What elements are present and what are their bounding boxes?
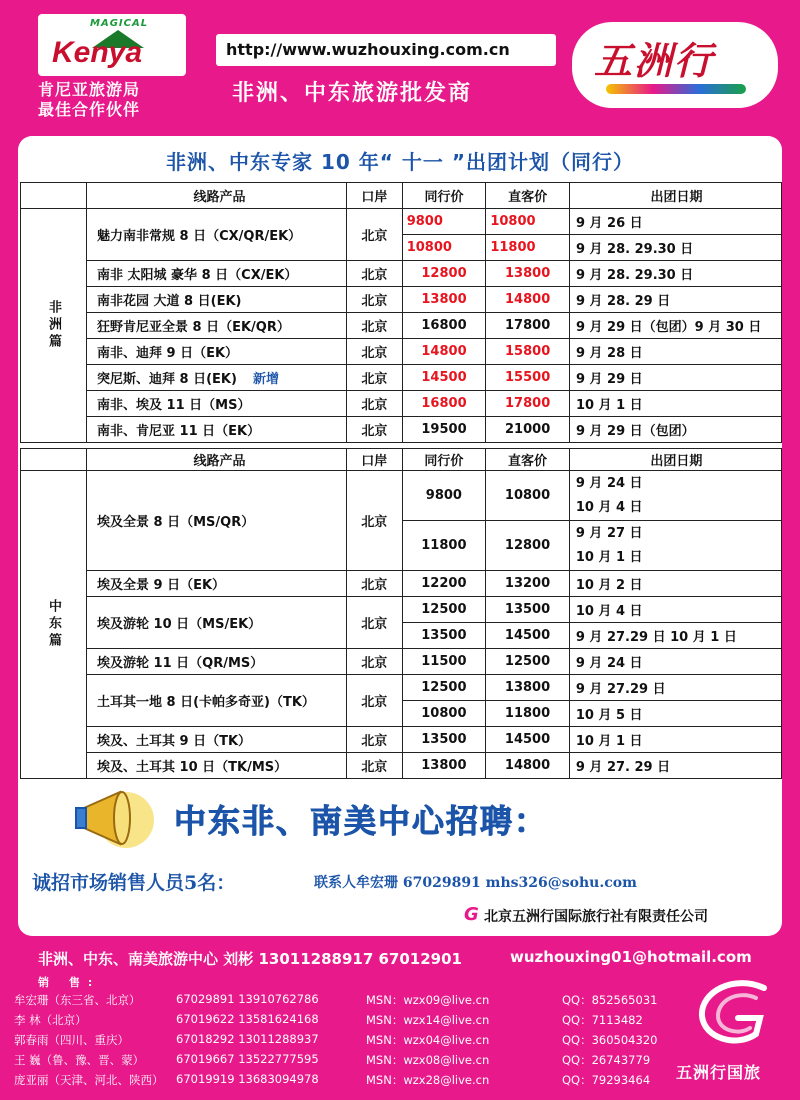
date-cell: 9 月 28. 29.30 日 bbox=[569, 235, 781, 261]
port-cell: 北京 bbox=[347, 365, 403, 391]
route-cell: 狂野肯尼亚全景 8 日（EK/QR） bbox=[87, 313, 347, 339]
side-header-cell bbox=[21, 183, 87, 209]
date-cell: 9 月 24 日 bbox=[569, 649, 781, 675]
staff-qq: QQ：852565031 bbox=[562, 993, 658, 1007]
port-cell: 北京 bbox=[347, 313, 403, 339]
date-cell: 10 月 1 日 bbox=[569, 727, 781, 753]
footer-contact: 非洲、中东、南美旅游中心 刘彬 13011288917 67012901 bbox=[38, 950, 462, 968]
header-peer-price: 同行价 bbox=[402, 183, 486, 209]
wuzhouxing-g-logo-icon bbox=[694, 978, 774, 1048]
staff-name: 王 巍（鲁、豫、晋、蒙） bbox=[14, 1053, 145, 1067]
staff-qq: QQ：7113482 bbox=[562, 1013, 643, 1027]
route-cell: 埃及、土耳其 9 日（TK） bbox=[87, 727, 347, 753]
peer-price-cell: 9800 bbox=[402, 209, 486, 235]
direct-price-cell: 10800 bbox=[486, 471, 570, 521]
port-cell: 北京 bbox=[347, 209, 403, 261]
staff-phone: 67019667 13522777595 bbox=[176, 1052, 319, 1066]
peer-price-cell: 14500 bbox=[402, 365, 486, 391]
route-cell: 南非、埃及 11 日（MS） bbox=[87, 391, 347, 417]
staff-name: 李 林（北京） bbox=[14, 1013, 87, 1027]
partner-text bbox=[38, 80, 140, 120]
date-cell: 10 月 2 日 bbox=[569, 571, 781, 597]
port-cell: 北京 bbox=[346, 571, 402, 597]
recruit-line: 诚招市场销售人员5名： bbox=[32, 872, 236, 894]
direct-price-cell: 11800 bbox=[486, 701, 570, 727]
date-cell: 9 月 27. 29 日 bbox=[569, 753, 781, 779]
table-row bbox=[21, 727, 782, 753]
peer-price-cell: 13500 bbox=[402, 623, 486, 649]
partner-line-2: 最佳合作伙伴 bbox=[38, 100, 141, 119]
brand-text: 五洲行 bbox=[594, 38, 715, 83]
direct-price-cell: 13200 bbox=[486, 571, 570, 597]
direct-price-cell: 14800 bbox=[486, 287, 570, 313]
route-cell: 埃及游轮 10 日（MS/EK） bbox=[87, 597, 347, 649]
staff-msn: MSN：wzx08@live.cn bbox=[366, 1053, 490, 1067]
peer-price-cell: 10800 bbox=[402, 235, 486, 261]
staff-phone: 67029891 13910762786 bbox=[176, 992, 319, 1006]
header-port: 口岸 bbox=[347, 183, 403, 209]
brand-logo bbox=[572, 22, 778, 108]
staff-phone: 67019919 13683094978 bbox=[176, 1072, 319, 1086]
peer-price-cell: 13800 bbox=[402, 287, 486, 313]
direct-price-cell: 10800 bbox=[486, 209, 570, 235]
header-direct-price: 直客价 bbox=[486, 449, 570, 471]
peer-price-cell: 16800 bbox=[402, 391, 486, 417]
date-cell: 10 月 5 日 bbox=[569, 701, 781, 727]
new-tag: 新增 bbox=[252, 372, 279, 387]
table-row bbox=[21, 471, 782, 521]
route-cell: 埃及游轮 11 日（QR/MS） bbox=[87, 649, 347, 675]
table-row bbox=[21, 287, 782, 313]
route-cell: 南非、肯尼亚 11 日（EK） bbox=[87, 417, 347, 443]
date-cell: 10 月 1 日 bbox=[569, 391, 781, 417]
megaphone-icon bbox=[74, 782, 160, 852]
header-route: 线路产品 bbox=[87, 183, 347, 209]
date-cell: 9 月 28. 29 日 bbox=[569, 287, 781, 313]
staff-qq: QQ：360504320 bbox=[562, 1033, 658, 1047]
date-cell: 9 月 28 日 bbox=[569, 339, 781, 365]
brand-swash-icon bbox=[606, 84, 746, 94]
staff-msn: MSN：wzx09@live.cn bbox=[366, 993, 490, 1007]
staff-qq: QQ：26743779 bbox=[562, 1053, 651, 1067]
route-cell: 埃及、土耳其 10 日（TK/MS） bbox=[87, 753, 347, 779]
staff-list bbox=[14, 990, 658, 1090]
direct-price-cell: 15800 bbox=[486, 339, 570, 365]
date-line: 9 月 27 日 bbox=[575, 525, 643, 541]
date-line: 10 月 4 日 bbox=[575, 499, 643, 515]
table-row bbox=[21, 753, 782, 779]
africa-table bbox=[20, 182, 782, 443]
port-cell: 北京 bbox=[346, 675, 402, 727]
company-name: 北京五洲行国际旅行社有限责任公司 bbox=[484, 909, 708, 925]
port-cell: 北京 bbox=[347, 339, 403, 365]
partner-line-1: 肯尼亚旅游局 bbox=[38, 80, 141, 99]
table-row bbox=[21, 339, 782, 365]
port-cell: 北京 bbox=[346, 753, 402, 779]
staff-name: 庞亚丽（天津、河北、陕西） bbox=[14, 1073, 164, 1087]
date-line: 10 月 1 日 bbox=[575, 549, 643, 565]
list-item bbox=[14, 1070, 651, 1090]
list-item bbox=[14, 1030, 658, 1050]
date-cell bbox=[569, 471, 781, 521]
table-row bbox=[21, 313, 782, 339]
direct-price-cell: 17800 bbox=[486, 391, 570, 417]
port-cell: 北京 bbox=[346, 471, 402, 571]
footer-email[interactable]: wuzhouxing01@hotmail.com bbox=[510, 948, 752, 966]
route-cell: 土耳其一地 8 日(卡帕多奇亚)（TK） bbox=[87, 675, 347, 727]
peer-price-cell: 13800 bbox=[402, 753, 486, 779]
table-row bbox=[21, 365, 782, 391]
peer-price-cell: 12500 bbox=[402, 597, 486, 623]
mideast-side-label bbox=[21, 471, 87, 779]
header-direct-price: 直客价 bbox=[486, 183, 570, 209]
table-row bbox=[21, 597, 782, 623]
peer-price-cell: 10800 bbox=[402, 701, 486, 727]
direct-price-cell: 12800 bbox=[486, 521, 570, 571]
list-item bbox=[14, 1050, 651, 1070]
header-date: 出团日期 bbox=[569, 449, 781, 471]
date-line: 9 月 24 日 bbox=[575, 475, 643, 491]
date-cell: 9 月 27.29 日 10 月 1 日 bbox=[569, 623, 781, 649]
peer-price-cell: 13500 bbox=[402, 727, 486, 753]
date-cell: 9 月 26 日 bbox=[569, 209, 781, 235]
staff-name: 郭春雨（四川、重庆） bbox=[14, 1033, 129, 1047]
route-cell: 埃及全景 8 日（MS/QR） bbox=[87, 471, 347, 571]
recruit-contact: 联系人牟宏珊 67029891 mhs326@sohu.com bbox=[314, 875, 637, 891]
port-cell: 北京 bbox=[346, 597, 402, 649]
table-row bbox=[21, 417, 782, 443]
direct-price-cell: 14500 bbox=[486, 727, 570, 753]
website-url[interactable]: http://www.wuzhouxing.com.cn bbox=[216, 34, 556, 66]
route-cell bbox=[87, 365, 347, 391]
date-cell bbox=[569, 521, 781, 571]
plan-title: 非洲、中东专家 10 年“ 十一 ”出团计划（同行） bbox=[166, 150, 634, 174]
header-route: 线路产品 bbox=[87, 449, 347, 471]
staff-name: 牟宏珊（东三省、北京） bbox=[14, 993, 141, 1007]
peer-price-cell: 12200 bbox=[402, 571, 486, 597]
header-peer-price: 同行价 bbox=[402, 449, 486, 471]
route-cell: 南非、迪拜 9 日（EK） bbox=[87, 339, 347, 365]
date-cell: 9 月 27.29 日 bbox=[569, 675, 781, 701]
direct-price-cell: 13800 bbox=[486, 261, 570, 287]
list-item bbox=[14, 1010, 643, 1030]
peer-price-cell: 12800 bbox=[402, 261, 486, 287]
schedule-panel bbox=[18, 136, 782, 936]
table-row bbox=[21, 675, 782, 701]
sales-label: 销 售: bbox=[38, 976, 101, 989]
staff-msn: MSN：wzx04@live.cn bbox=[366, 1033, 490, 1047]
peer-price-cell: 11500 bbox=[402, 649, 486, 675]
staff-msn: MSN：wzx28@live.cn bbox=[366, 1073, 490, 1087]
brand-name: 五洲行国旅 bbox=[676, 1063, 762, 1082]
header-date: 出团日期 bbox=[569, 183, 781, 209]
port-cell: 北京 bbox=[347, 391, 403, 417]
port-cell: 北京 bbox=[346, 727, 402, 753]
staff-phone: 67019622 13581624168 bbox=[176, 1012, 319, 1026]
list-item bbox=[14, 990, 658, 1010]
peer-price-cell: 16800 bbox=[402, 313, 486, 339]
port-cell: 北京 bbox=[346, 649, 402, 675]
route-cell: 埃及全景 9 日（EK） bbox=[87, 571, 347, 597]
logo-magical-text: MAGICAL bbox=[90, 18, 149, 29]
staff-msn: MSN：wzx14@live.cn bbox=[366, 1013, 490, 1027]
route-text: 突尼斯、迪拜 8 日(EK) bbox=[97, 372, 237, 387]
table-header-row bbox=[21, 183, 782, 209]
africa-side-text: 非洲篇 bbox=[46, 300, 61, 351]
staff-phone: 67018292 13011288937 bbox=[176, 1032, 319, 1046]
date-cell: 9 月 29 日（包团）9 月 30 日 bbox=[569, 313, 781, 339]
side-header-cell bbox=[21, 449, 87, 471]
route-cell: 南非 太阳城 豪华 8 日（CX/EK） bbox=[87, 261, 347, 287]
wholesaler-title: 非洲、中东旅游批发商 bbox=[232, 81, 473, 106]
direct-price-cell: 15500 bbox=[486, 365, 570, 391]
direct-price-cell: 12500 bbox=[486, 649, 570, 675]
date-cell: 9 月 28. 29.30 日 bbox=[569, 261, 781, 287]
table-row bbox=[21, 391, 782, 417]
port-cell: 北京 bbox=[347, 417, 403, 443]
peer-price-cell: 19500 bbox=[402, 417, 486, 443]
direct-price-cell: 21000 bbox=[486, 417, 570, 443]
mideast-table bbox=[20, 448, 782, 779]
table-row bbox=[21, 209, 782, 235]
table-header-row bbox=[21, 449, 782, 471]
peer-price-cell: 12500 bbox=[402, 675, 486, 701]
direct-price-cell: 14800 bbox=[486, 753, 570, 779]
direct-price-cell: 14500 bbox=[486, 623, 570, 649]
route-cell: 魅力南非常规 8 日（CX/QR/EK） bbox=[87, 209, 347, 261]
direct-price-cell: 17800 bbox=[486, 313, 570, 339]
date-cell: 10 月 4 日 bbox=[569, 597, 781, 623]
route-cell: 南非花园 大道 8 日(EK) bbox=[87, 287, 347, 313]
direct-price-cell: 13500 bbox=[486, 597, 570, 623]
recruit-title: 中东非、南美中心招聘： bbox=[174, 802, 549, 840]
table-row bbox=[21, 571, 782, 597]
date-cell: 9 月 29 日 bbox=[569, 365, 781, 391]
header-port: 口岸 bbox=[346, 449, 402, 471]
port-cell: 北京 bbox=[347, 261, 403, 287]
table-row bbox=[21, 261, 782, 287]
mideast-side-text: 中东篇 bbox=[46, 599, 61, 650]
africa-side-label bbox=[21, 209, 87, 443]
port-cell: 北京 bbox=[347, 287, 403, 313]
staff-qq: QQ：79293464 bbox=[562, 1073, 651, 1087]
table-row bbox=[21, 649, 782, 675]
kenya-logo bbox=[38, 14, 186, 76]
peer-price-cell: 9800 bbox=[402, 471, 486, 521]
company-g-icon: G bbox=[464, 904, 479, 925]
direct-price-cell: 13800 bbox=[486, 675, 570, 701]
peer-price-cell: 11800 bbox=[402, 521, 486, 571]
peer-price-cell: 14800 bbox=[402, 339, 486, 365]
date-cell: 9 月 29 日（包团） bbox=[569, 417, 781, 443]
logo-kenya-text: Kenya bbox=[52, 36, 143, 69]
direct-price-cell: 11800 bbox=[486, 235, 570, 261]
